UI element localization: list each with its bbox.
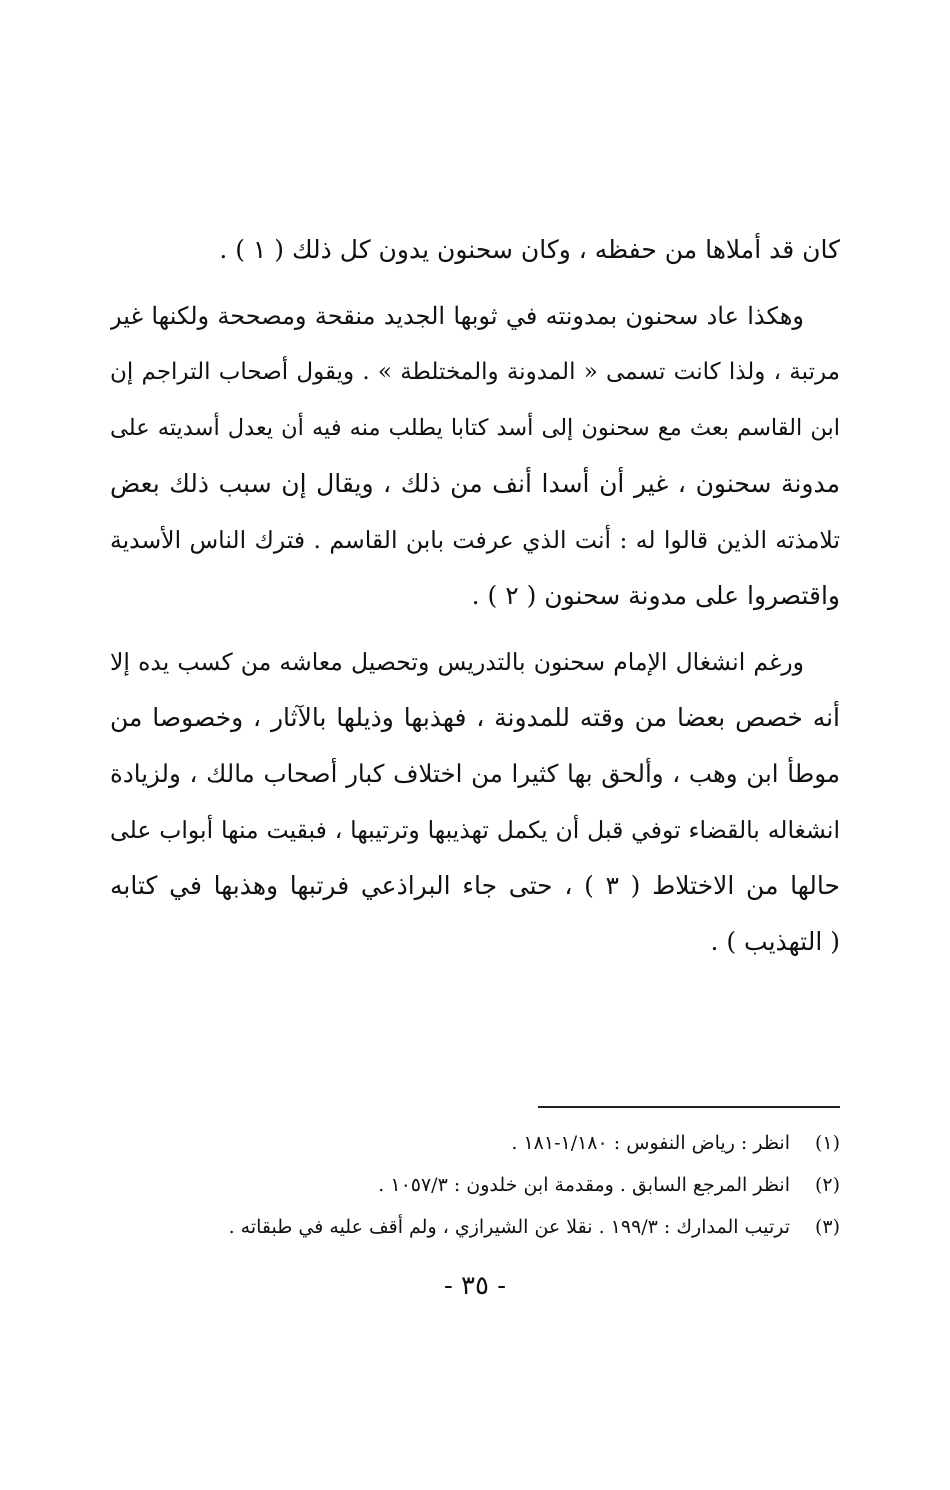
text-line: وهكذا عاد سحنون بمدونته في ثوبها الجديد منقحة ومصححة ولكنها غير bbox=[110, 302, 804, 330]
text-line: حالها من الاختلاط ( ٣ ) ، حتى جاء البراذعي فرتبها وهذبها في كتابه bbox=[110, 871, 840, 900]
text-line: مدونة سحنون ، غير أن أسدا أنف من ذلك ، ويقال إن سبب ذلك بعض bbox=[110, 469, 840, 498]
footnote-text: انظر : رياض النفوس : ١/١٨٠-١٨١ . bbox=[511, 1132, 790, 1154]
text-line: أنه خصص بعضا من وقته للمدونة ، فهذبها وذيلها بالآثار ، وخصوصا من bbox=[110, 703, 840, 732]
footnote-number: (٢) bbox=[814, 1174, 840, 1196]
text-line: ابن القاسم بعث مع سحنون إلى أسد كتابا يطلب منه فيه أن يعدل أسديته على bbox=[110, 415, 840, 441]
footnote-text: انظر المرجع السابق . ومقدمة ابن خلدون : ١٠٥٧/٣ . bbox=[378, 1174, 790, 1196]
footnote bbox=[110, 1206, 840, 1248]
footnotes bbox=[110, 1122, 840, 1248]
text-line: ورغم انشغال الإمام سحنون بالتدريس وتحصيل معاشه من كسب يده إلا bbox=[110, 648, 804, 676]
text-line: ( التهذيب ) . bbox=[710, 927, 840, 956]
text-line: واقتصروا على مدونة سحنون ( ٢ ) . bbox=[471, 581, 840, 610]
page-number: - ٣٥ - bbox=[443, 1271, 507, 1301]
footnote-text: ترتيب المدارك : ١٩٩/٣ . نقلا عن الشيرازي ، ولم أقف عليه في طبقاته . bbox=[228, 1216, 790, 1238]
footnote-number: (٣) bbox=[814, 1216, 840, 1238]
footnote bbox=[110, 1164, 840, 1206]
paragraph-gap bbox=[110, 624, 840, 634]
footnote bbox=[110, 1122, 840, 1164]
main-text bbox=[110, 222, 840, 970]
text-line: تلامذته الذين قالوا له : أنت الذي عرفت بابن القاسم . فترك الناس الأسدية bbox=[110, 526, 840, 554]
text-line: كان قد أملاها من حفظه ، وكان سحنون يدون كل ذلك ( ١ ) . bbox=[219, 235, 840, 264]
text-line: موطأ ابن وهب ، وألحق بها كثيرا من اختلاف كبار أصحاب مالك ، ولزيادة bbox=[110, 759, 840, 788]
footnote-divider bbox=[538, 1106, 840, 1108]
text-line: انشغاله بالقضاء توفي قبل أن يكمل تهذيبها وترتيبها ، فبقيت منها أبواب على bbox=[110, 816, 840, 844]
paragraph-gap bbox=[110, 278, 840, 288]
text-line: مرتبة ، ولذا كانت تسمى « المدونة والمختلطة » . ويقول أصحاب التراجم إن bbox=[110, 359, 840, 385]
footnote-number: (١) bbox=[814, 1132, 840, 1154]
